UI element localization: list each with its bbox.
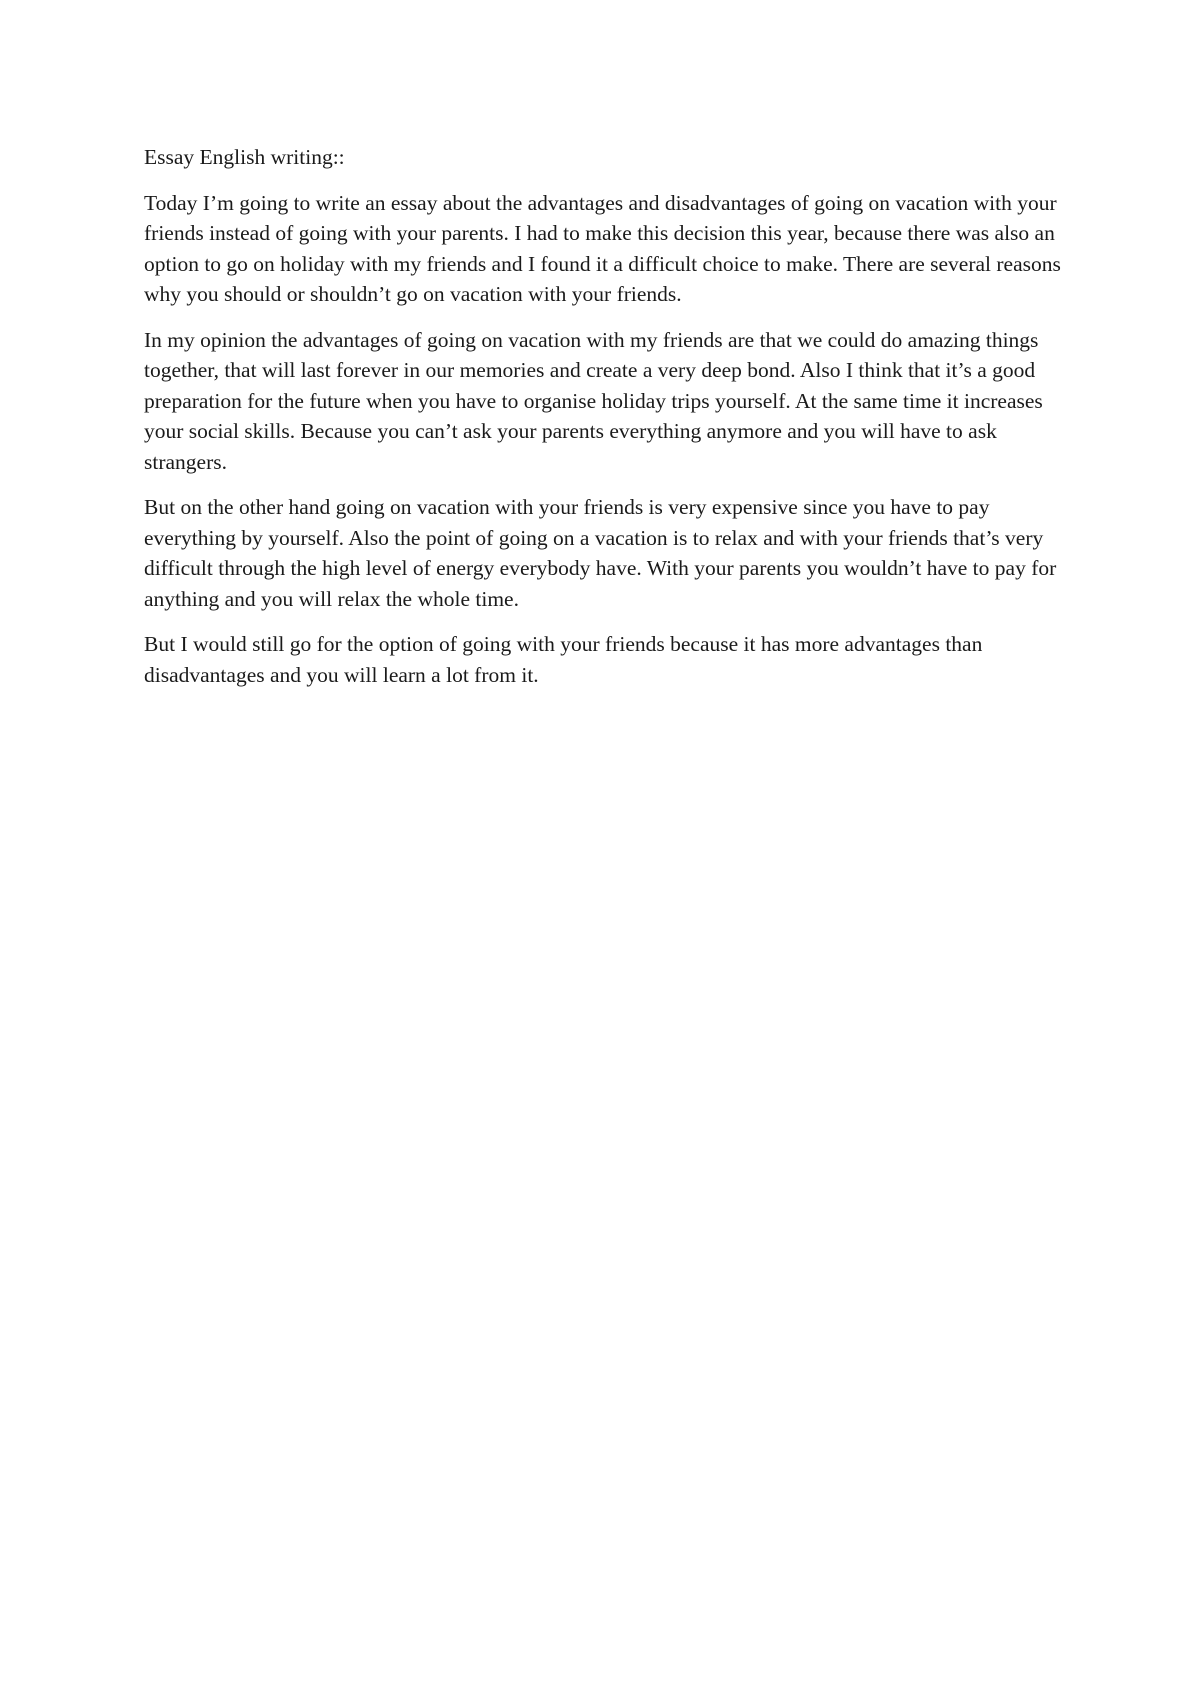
paragraph-advantages: In my opinion the advantages of going on vacation with my friends are that we could do amazing things together, that will last forever in our memories and create a very deep bond. Also I think that it’s a good preparation for the future when you have to organise holiday trips yourself. At the same time it increases your social skills. Because you can’t ask your parents everything anymore and you will have to ask strangers. xyxy=(144,327,1043,474)
document-body xyxy=(144,142,1074,705)
paragraph-conclusion: But I would still go for the option of going with your friends because it has more advantages than disadvantages and you will learn a lot from it. xyxy=(144,632,983,687)
paragraph-introduction: Today I’m going to write an essay about the advantages and disadvantages of going on vacation with your friends instead of going with your parents. I had to make this decision this year, because there was also an option to go on holiday with my friends and I found it a difficult choice to make. There are several reasons why you should or shouldn’t go on vacation with your friends. xyxy=(144,190,1061,306)
document-heading: Essay English writing:: xyxy=(144,145,345,169)
paragraph-disadvantages: But on the other hand going on vacation with your friends is very expensive since you have to pay everything by yourself. Also the point of going on a vacation is to relax and with your friends that’s very difficult through the high level of energy everybody have. With your parents you wouldn’t have to pay for anything and you will relax the whole time. xyxy=(144,495,1057,611)
